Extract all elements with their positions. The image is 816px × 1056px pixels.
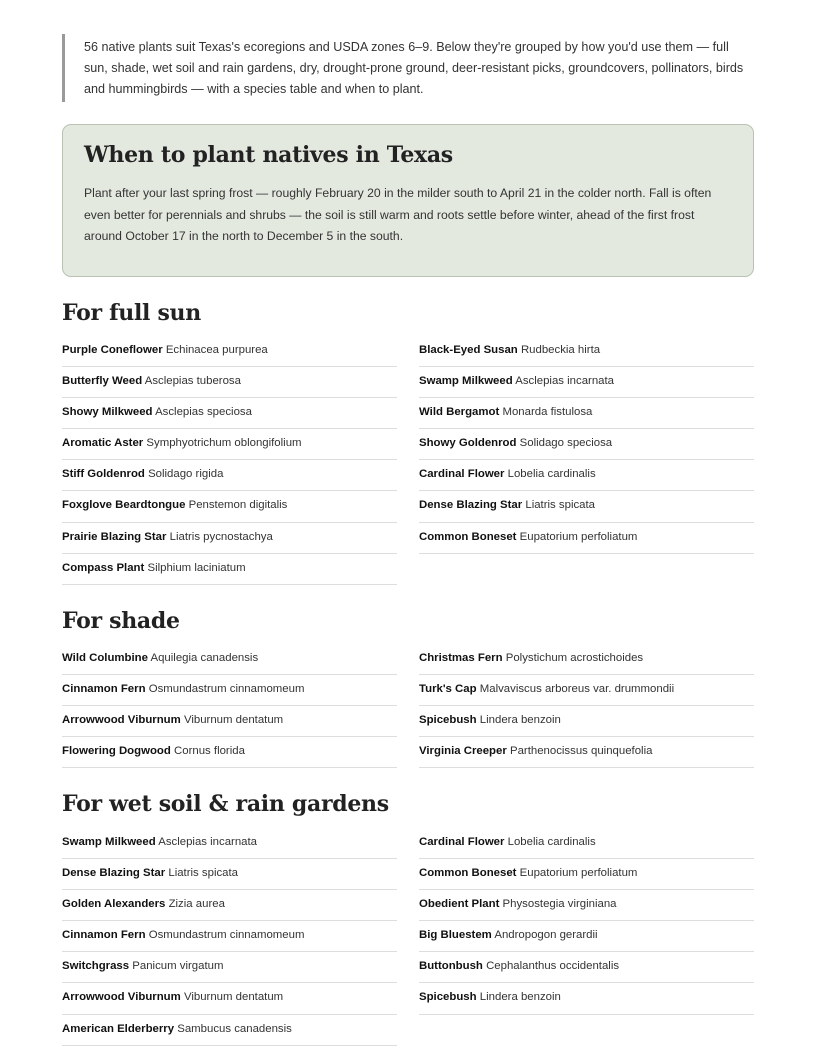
plant-item xyxy=(62,706,397,737)
plant-common-name: Black-Eyed Susan xyxy=(419,344,518,356)
plant-latin-name: Lindera benzoin xyxy=(479,714,561,727)
plant-common-name: American Elderberry xyxy=(62,1022,175,1035)
plant-latin-name: Eupatorium perfoliatum xyxy=(519,867,638,880)
plant-common-name: Dense Blazing Star xyxy=(419,499,523,512)
plant-latin-name: Osmundastrum cinnamomeum xyxy=(148,683,305,696)
plant-item xyxy=(62,367,397,398)
plant-latin-name: Echinacea purpurea xyxy=(165,344,268,356)
plant-latin-name: Symphyotrichum oblongifolium xyxy=(146,437,302,450)
plant-latin-name: Liatris spicata xyxy=(525,499,595,512)
plant-item xyxy=(419,890,754,921)
plant-common-name: Showy Milkweed xyxy=(62,406,153,419)
plant-common-name: Turk's Cap xyxy=(419,683,477,696)
callout-title: When to plant natives in Texas xyxy=(84,142,453,168)
plant-latin-name: Aquilegia canadensis xyxy=(150,652,259,664)
plant-common-name: Cardinal Flower xyxy=(419,468,505,481)
plant-latin-name: Andropogon gerardii xyxy=(494,929,598,942)
plant-latin-name: Monarda fistulosa xyxy=(502,406,593,419)
plant-latin-name: Physostegia virginiana xyxy=(502,898,617,911)
planting-time-callout xyxy=(62,124,754,277)
plant-common-name: Virginia Creeper xyxy=(419,745,507,758)
plant-item xyxy=(419,675,754,706)
plant-latin-name: Viburnum dentatum xyxy=(183,991,284,1004)
plant-common-name: Prairie Blazing Star xyxy=(62,530,167,543)
plant-latin-name: Asclepias incarnata xyxy=(158,836,258,848)
plant-common-name: Compass Plant xyxy=(62,561,145,574)
plant-item xyxy=(62,644,397,675)
plant-item xyxy=(419,706,754,737)
plant-item xyxy=(62,336,397,367)
plant-latin-name: Asclepias tuberosa xyxy=(144,375,241,388)
plant-item xyxy=(62,491,397,522)
plant-latin-name: Silphium laciniatum xyxy=(147,561,246,574)
plant-latin-name: Polystichum acrostichoides xyxy=(505,652,644,664)
plant-latin-name: Asclepias incarnata xyxy=(515,375,615,388)
plant-item xyxy=(62,398,397,429)
plant-item xyxy=(62,921,397,952)
plant-latin-name: Penstemon digitalis xyxy=(188,499,288,512)
plant-item xyxy=(419,983,754,1014)
plant-common-name: Spicebush xyxy=(419,991,477,1004)
plant-list-shade xyxy=(62,644,754,768)
plant-latin-name: Liatris pycnostachya xyxy=(169,530,273,543)
plant-latin-name: Asclepias speciosa xyxy=(155,406,252,419)
plant-item xyxy=(419,921,754,952)
plant-item xyxy=(419,460,754,491)
section-title-shade: For shade xyxy=(62,608,180,634)
plant-latin-name: Parthenocissus quinquefolia xyxy=(509,745,653,758)
plant-common-name: Cinnamon Fern xyxy=(62,929,146,942)
plant-common-name: Dense Blazing Star xyxy=(62,867,166,880)
plant-common-name: Common Boneset xyxy=(419,530,517,543)
plant-latin-name: Lindera benzoin xyxy=(479,991,561,1004)
plant-latin-name: Liatris spicata xyxy=(168,867,238,880)
plant-item xyxy=(62,429,397,460)
plant-common-name: Switchgrass xyxy=(62,960,130,973)
plant-common-name: Cardinal Flower xyxy=(419,836,505,848)
plant-latin-name: Viburnum dentatum xyxy=(183,714,284,727)
section-title-wet-soil: For wet soil & rain gardens xyxy=(62,791,389,817)
plant-item xyxy=(62,460,397,491)
plant-common-name: Big Bluestem xyxy=(419,929,492,942)
plant-item xyxy=(62,952,397,983)
plant-item xyxy=(419,336,754,367)
plant-item xyxy=(419,828,754,859)
plant-item xyxy=(419,491,754,522)
plant-item xyxy=(62,828,397,859)
plant-item xyxy=(419,398,754,429)
plant-common-name: Swamp Milkweed xyxy=(62,836,156,848)
plant-common-name: Flowering Dogwood xyxy=(62,745,171,758)
intro-blockquote: 56 native plants suit Texas's ecoregions and USDA zones 6–9. Below they're grouped by how you'd use them — full sun, shade, wet soil and rain gardens, dry, drought-prone ground, deer-resistant picks, groundcovers, pollinators, birds and hummingbirds — with a species table and when to plant. xyxy=(62,34,754,102)
plant-common-name: Christmas Fern xyxy=(419,652,503,664)
plant-item xyxy=(419,737,754,768)
plant-item xyxy=(419,367,754,398)
plant-common-name: Arrowwood Viburnum xyxy=(62,714,181,727)
plant-common-name: Arrowwood Viburnum xyxy=(62,991,181,1004)
plant-item xyxy=(62,1015,397,1046)
plant-latin-name: Lobelia cardinalis xyxy=(507,836,596,848)
plant-latin-name: Malvaviscus arboreus var. drummondii xyxy=(479,683,675,696)
plant-common-name: Wild Columbine xyxy=(62,652,148,664)
plant-item xyxy=(419,644,754,675)
plant-item xyxy=(419,523,754,554)
plant-list-full-sun xyxy=(62,336,754,585)
plant-item xyxy=(62,983,397,1014)
plant-common-name: Buttonbush xyxy=(419,960,483,973)
plant-common-name: Showy Goldenrod xyxy=(419,437,517,450)
plant-common-name: Purple Coneflower xyxy=(62,344,163,356)
plant-item xyxy=(419,429,754,460)
plant-latin-name: Lobelia cardinalis xyxy=(507,468,596,481)
plant-latin-name: Cornus florida xyxy=(174,745,245,758)
plant-common-name: Golden Alexanders xyxy=(62,898,166,911)
plant-latin-name: Rudbeckia hirta xyxy=(520,344,601,356)
plant-latin-name: Osmundastrum cinnamomeum xyxy=(148,929,305,942)
plant-item xyxy=(62,675,397,706)
plant-common-name: Cinnamon Fern xyxy=(62,683,146,696)
plant-common-name: Obedient Plant xyxy=(419,898,500,911)
plant-item xyxy=(419,952,754,983)
plant-item xyxy=(62,737,397,768)
plant-latin-name: Cephalanthus occidentalis xyxy=(486,960,620,973)
plant-common-name: Aromatic Aster xyxy=(62,437,144,450)
plant-common-name: Butterfly Weed xyxy=(62,375,143,388)
plant-common-name: Foxglove Beardtongue xyxy=(62,499,186,512)
plant-latin-name: Sambucus canadensis xyxy=(177,1022,292,1035)
plant-latin-name: Solidago rigida xyxy=(148,468,224,481)
plant-common-name: Wild Bergamot xyxy=(419,406,500,419)
plant-common-name: Common Boneset xyxy=(419,867,517,880)
callout-text: Plant after your last spring frost — roughly February 20 in the milder south to April 21 in the colder north. Fall is often even better for perennials and shrubs — the soil is still warm and roots settle before winter, ahead of the first frost around October 17 in the north to December 5 in the south. xyxy=(84,186,712,243)
plant-common-name: Spicebush xyxy=(419,714,477,727)
section-title-full-sun: For full sun xyxy=(62,300,201,326)
plant-latin-name: Panicum virgatum xyxy=(132,960,224,973)
plant-latin-name: Zizia aurea xyxy=(168,898,225,911)
plant-latin-name: Eupatorium perfoliatum xyxy=(519,530,638,543)
plant-item xyxy=(62,890,397,921)
plant-common-name: Swamp Milkweed xyxy=(419,375,513,388)
plant-item xyxy=(62,554,397,585)
plant-latin-name: Solidago speciosa xyxy=(519,437,613,450)
plant-item xyxy=(62,859,397,890)
plant-item xyxy=(62,523,397,554)
plant-list-wet-soil xyxy=(62,828,754,1046)
plant-item xyxy=(419,859,754,890)
plant-common-name: Stiff Goldenrod xyxy=(62,468,145,481)
